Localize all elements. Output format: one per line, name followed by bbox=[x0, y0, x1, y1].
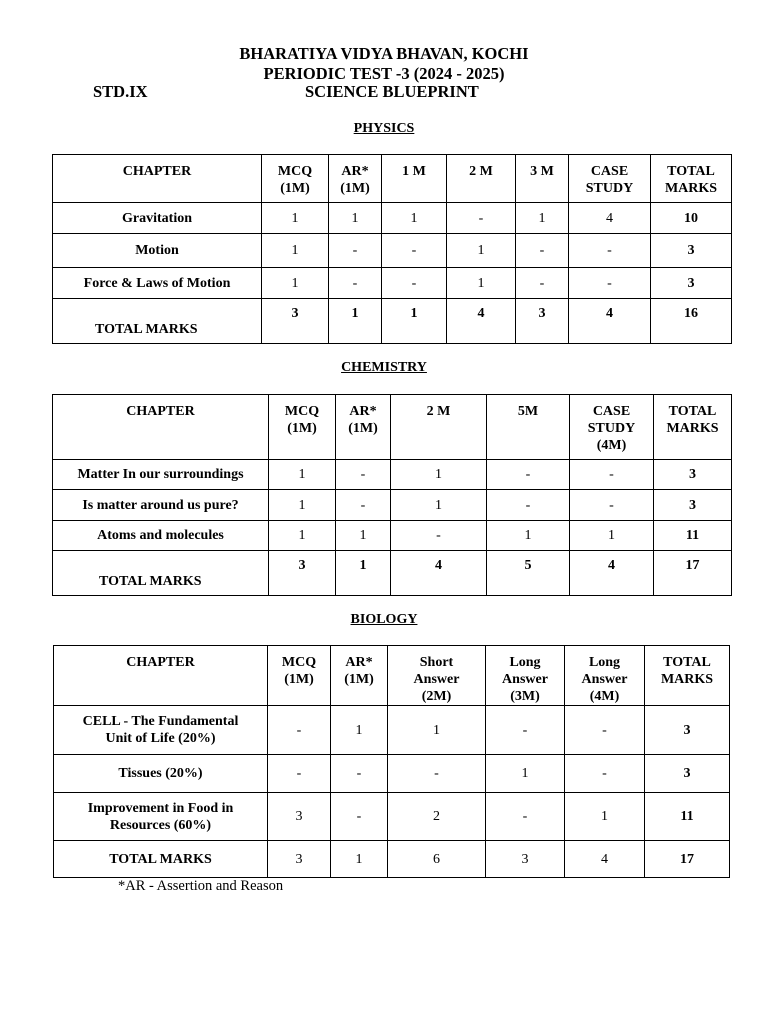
table-cell: 1 bbox=[262, 203, 329, 234]
table-cell: - bbox=[486, 793, 565, 841]
col-header: CASE STUDY (4M) bbox=[570, 395, 654, 460]
table-cell: 1 bbox=[565, 793, 645, 841]
table-cell: 1 bbox=[329, 203, 382, 234]
total-cell: 3 bbox=[268, 841, 331, 878]
table-cell: - bbox=[486, 706, 565, 755]
table-cell: - bbox=[569, 234, 651, 268]
row-total: 3 bbox=[654, 490, 732, 521]
total-cell: 6 bbox=[388, 841, 486, 878]
col-header: 2 M bbox=[447, 155, 516, 203]
table-row bbox=[54, 706, 730, 755]
total-cell: 1 bbox=[329, 299, 382, 344]
table-row bbox=[53, 234, 732, 268]
total-cell: 4 bbox=[447, 299, 516, 344]
table-row bbox=[53, 460, 732, 490]
table-row bbox=[53, 521, 732, 551]
biology-table bbox=[53, 645, 730, 878]
total-marks-row bbox=[53, 551, 732, 596]
total-marks-row bbox=[53, 299, 732, 344]
col-header: AR* (1M) bbox=[329, 155, 382, 203]
chemistry-table bbox=[52, 394, 732, 596]
table-cell: 4 bbox=[569, 203, 651, 234]
table-cell: - bbox=[516, 234, 569, 268]
chapter-cell: Atoms and molecules bbox=[53, 521, 269, 551]
total-cell: 3 bbox=[516, 299, 569, 344]
total-cell: 4 bbox=[391, 551, 487, 596]
table-cell: - bbox=[382, 234, 447, 268]
row-total: 3 bbox=[651, 268, 732, 299]
grand-total: 17 bbox=[645, 841, 730, 878]
table-cell: 1 bbox=[336, 521, 391, 551]
table-cell: 1 bbox=[269, 521, 336, 551]
total-cell: 4 bbox=[570, 551, 654, 596]
table-cell: - bbox=[382, 268, 447, 299]
row-total: 3 bbox=[645, 706, 730, 755]
table-cell: 1 bbox=[262, 234, 329, 268]
test-title: PERIODIC TEST -3 (2024 - 2025) bbox=[263, 64, 505, 83]
col-header: 3 M bbox=[516, 155, 569, 203]
physics-table bbox=[52, 154, 732, 344]
table-cell: 1 bbox=[487, 521, 570, 551]
table-cell: - bbox=[487, 460, 570, 490]
table-cell: 1 bbox=[331, 706, 388, 755]
total-cell: 4 bbox=[565, 841, 645, 878]
row-total: 3 bbox=[645, 755, 730, 793]
physics-heading: PHYSICS bbox=[353, 121, 415, 136]
col-header: Long Answer (4M) bbox=[565, 646, 645, 706]
std-label: STD.IX bbox=[93, 82, 148, 101]
grand-total: 16 bbox=[651, 299, 732, 344]
school-name: BHARATIYA VIDYA BHAVAN, KOCHI bbox=[239, 44, 529, 63]
table-cell: - bbox=[336, 490, 391, 521]
row-total: 3 bbox=[651, 234, 732, 268]
table-row bbox=[54, 793, 730, 841]
col-header: MCQ (1M) bbox=[268, 646, 331, 706]
table-row bbox=[53, 490, 732, 521]
chapter-cell: Is matter around us pure? bbox=[53, 490, 269, 521]
table-cell: 1 bbox=[391, 460, 487, 490]
table-cell: - bbox=[565, 755, 645, 793]
col-header: Short Answer (2M) bbox=[388, 646, 486, 706]
table-cell: - bbox=[569, 268, 651, 299]
total-cell: 1 bbox=[336, 551, 391, 596]
table-cell: - bbox=[268, 706, 331, 755]
table-cell: 1 bbox=[269, 490, 336, 521]
table-cell: - bbox=[331, 793, 388, 841]
col-header: CHAPTER bbox=[54, 646, 268, 706]
table-cell: - bbox=[336, 460, 391, 490]
total-cell: 1 bbox=[382, 299, 447, 344]
chapter-cell: Force & Laws of Motion bbox=[53, 268, 262, 299]
total-cell: 5 bbox=[487, 551, 570, 596]
table-cell: 1 bbox=[486, 755, 565, 793]
table-cell: - bbox=[570, 490, 654, 521]
blueprint-title: SCIENCE BLUEPRINT bbox=[305, 82, 479, 101]
col-header: CHAPTER bbox=[53, 395, 269, 460]
table-cell: 1 bbox=[447, 268, 516, 299]
col-header: 5M bbox=[487, 395, 570, 460]
table-cell: 1 bbox=[391, 490, 487, 521]
col-header: MCQ (1M) bbox=[269, 395, 336, 460]
total-marks-label: TOTAL MARKS bbox=[53, 299, 262, 344]
col-header: TOTAL MARKS bbox=[651, 155, 732, 203]
row-total: 3 bbox=[654, 460, 732, 490]
col-header: Long Answer (3M) bbox=[486, 646, 565, 706]
chemistry-header-row bbox=[53, 395, 732, 460]
table-cell: - bbox=[565, 706, 645, 755]
row-total: 10 bbox=[651, 203, 732, 234]
row-total: 11 bbox=[645, 793, 730, 841]
footnote: *AR - Assertion and Reason bbox=[118, 878, 284, 894]
table-cell: - bbox=[329, 268, 382, 299]
biology-header-row bbox=[54, 646, 730, 706]
col-header: CASE STUDY bbox=[569, 155, 651, 203]
chapter-cell: Tissues (20%) bbox=[54, 755, 268, 793]
physics-header-row bbox=[53, 155, 732, 203]
table-cell: - bbox=[388, 755, 486, 793]
table-cell: 2 bbox=[388, 793, 486, 841]
table-cell: - bbox=[516, 268, 569, 299]
table-cell: 1 bbox=[382, 203, 447, 234]
table-row bbox=[54, 755, 730, 793]
total-cell: 4 bbox=[569, 299, 651, 344]
chapter-cell: Improvement in Food in Resources (60%) bbox=[54, 793, 268, 841]
table-cell: - bbox=[570, 460, 654, 490]
total-cell: 3 bbox=[262, 299, 329, 344]
biology-heading: BIOLOGY bbox=[350, 612, 418, 627]
total-marks-label: TOTAL MARKS bbox=[53, 551, 269, 596]
table-cell: - bbox=[487, 490, 570, 521]
col-header: TOTAL MARKS bbox=[645, 646, 730, 706]
grand-total: 17 bbox=[654, 551, 732, 596]
chapter-cell: CELL - The Fundamental Unit of Life (20%) bbox=[54, 706, 268, 755]
col-header: 1 M bbox=[382, 155, 447, 203]
total-marks-row bbox=[54, 841, 730, 878]
col-header: AR* (1M) bbox=[331, 646, 388, 706]
total-cell: 3 bbox=[486, 841, 565, 878]
col-header: 2 M bbox=[391, 395, 487, 460]
table-cell: 1 bbox=[388, 706, 486, 755]
chapter-cell: Gravitation bbox=[53, 203, 262, 234]
col-header: CHAPTER bbox=[53, 155, 262, 203]
total-cell: 1 bbox=[331, 841, 388, 878]
chapter-cell: Motion bbox=[53, 234, 262, 268]
table-cell: 1 bbox=[447, 234, 516, 268]
table-cell: - bbox=[329, 234, 382, 268]
table-cell: 1 bbox=[262, 268, 329, 299]
table-cell: 3 bbox=[268, 793, 331, 841]
table-cell: - bbox=[268, 755, 331, 793]
chemistry-heading: CHEMISTRY bbox=[341, 360, 427, 375]
col-header: TOTAL MARKS bbox=[654, 395, 732, 460]
total-cell: 3 bbox=[269, 551, 336, 596]
total-marks-label: TOTAL MARKS bbox=[54, 841, 268, 878]
table-cell: 1 bbox=[570, 521, 654, 551]
table-row bbox=[53, 268, 732, 299]
table-row bbox=[53, 203, 732, 234]
col-header: MCQ (1M) bbox=[262, 155, 329, 203]
table-cell: - bbox=[391, 521, 487, 551]
chapter-cell: Matter In our surroundings bbox=[53, 460, 269, 490]
table-cell: 1 bbox=[269, 460, 336, 490]
table-cell: 1 bbox=[516, 203, 569, 234]
row-total: 11 bbox=[654, 521, 732, 551]
col-header: AR* (1M) bbox=[336, 395, 391, 460]
table-cell: - bbox=[447, 203, 516, 234]
table-cell: - bbox=[331, 755, 388, 793]
